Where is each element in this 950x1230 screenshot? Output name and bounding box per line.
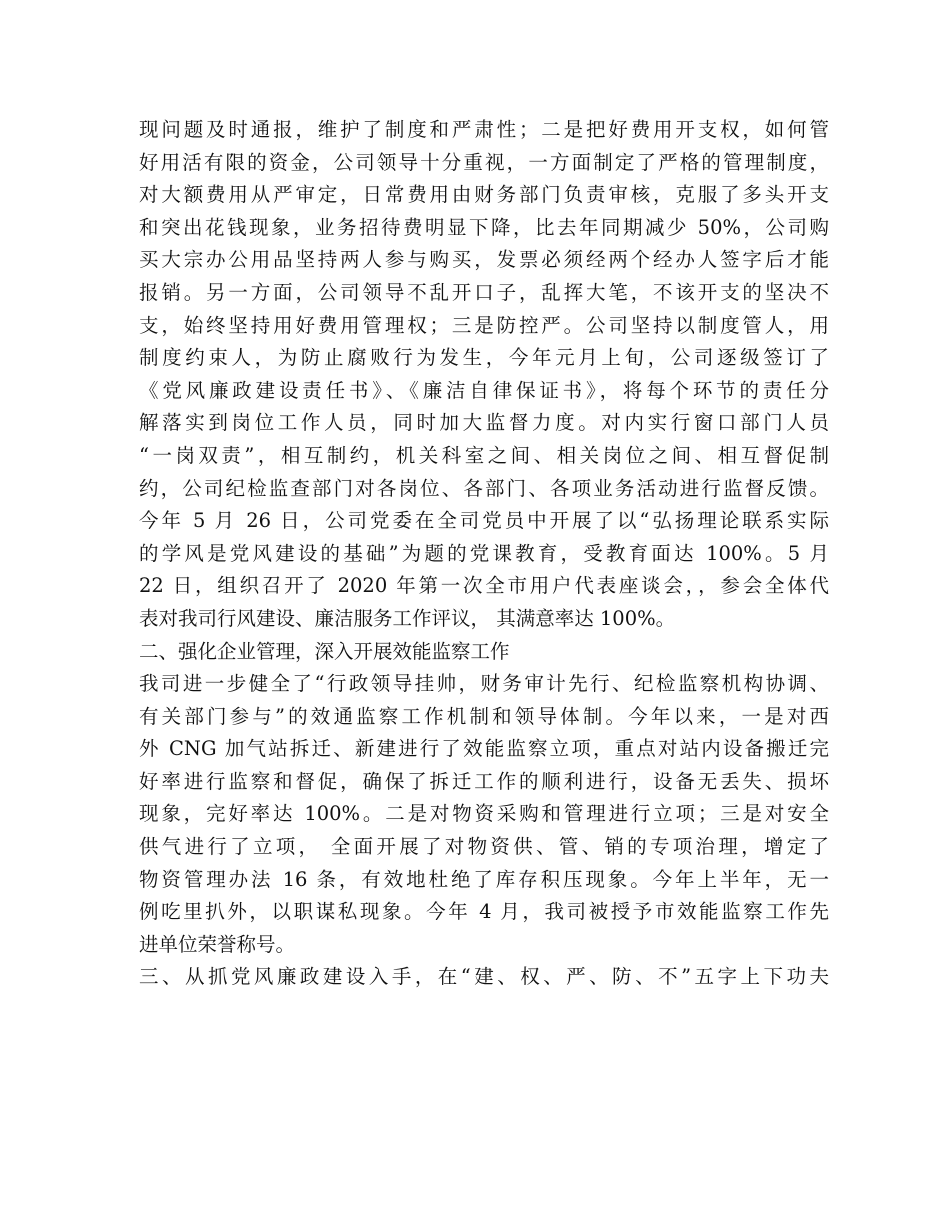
text-line: 支，始终坚持用好费用管理权；三是防控严。公司坚持以制度管人，用 [139,313,829,337]
text-line: 22 日，组织召开了 2020 年第一次全市用户代表座谈会，，参会全体代 [139,574,829,598]
text-line: “一岗双责”，相互制约，机关科室之间、相关岗位之间、相互督促制 [139,443,829,467]
text-line: 好率进行监察和督促，确保了拆迁工作的顺利进行，设备无丢失、损坏 [139,769,829,793]
text-line: 报销。另一方面，公司领导不乱开口子，乱挥大笔，不该开支的坚决不 [139,280,829,304]
text-line: 今年 5 月 26 日，公司党委在全司党员中开展了以“弘扬理论联系实际 [139,509,829,533]
text-line: 外 CNG 加气站拆迁、新建进行了效能监察立项，重点对站内设备搬迁完 [139,737,829,761]
text-line: 制度约束人，为防止腐败行为发生，今年元月上旬，公司逐级签订了 [139,346,829,370]
text-line: 解落实到岗位工作人员，同时加大监督力度。对内实行窗口部门人员 [139,411,829,435]
body-text [139,114,829,994]
text-line: 的学风是党风建设的基础”为题的党课教育，受教育面达 100%。5 月 [139,541,829,565]
text-line: 我司进一步健全了“行政领导挂帅，财务审计先行、纪检监察机构协调、 [139,672,829,696]
text-line: 约，公司纪检监查部门对各岗位、各部门、各项业务活动进行监督反馈。 [139,476,829,500]
text-line: 进单位荣誉称号。 [139,932,296,956]
text-line: 例吃里扒外，以职谋私现象。今年 4 月，我司被授予市效能监察工作先 [139,900,829,924]
text-line: 现象，完好率达 100%。二是对物资采购和管理进行立项；三是对安全 [139,802,829,826]
section-heading: 三、从抓党风廉政建设入手，在“建、权、严、防、不”五字上下功夫 [139,965,829,989]
text-line: 物资管理办法 16 条，有效地杜绝了库存积压现象。今年上半年，无一 [139,867,829,891]
text-line: 表对我司行风建设、廉洁服务工作评议， 其满意率达 100%。 [139,606,676,630]
text-line: 和突出花钱现象，业务招待费明显下降，比去年同期减少 50%，公司购 [139,215,829,239]
text-line: 好用活有限的资金，公司领导十分重视，一方面制定了严格的管理制度， [139,150,829,174]
text-line: 买大宗办公用品坚持两人参与购买，发票必须经两个经办人签字后才能 [139,248,829,272]
text-line: 供气进行了立项， 全面开展了对物资供、管、销的专项治理，增定了 [139,835,829,859]
text-line: 《党风廉政建设责任书》、《廉洁自律保证书》，将每个环节的责任分 [139,378,829,402]
text-line: 对大额费用从严审定，日常费用由财务部门负责审核，克服了多头开支 [139,183,829,207]
text-line: 有关部门参与”的效通监察工作机制和领导体制。今年以来，一是对西 [139,704,829,728]
text-line: 现问题及时通报，维护了制度和严肃性；二是把好费用开支权，如何管 [139,118,829,141]
section-heading: 二、强化企业管理，深入开展效能监察工作 [139,639,510,663]
